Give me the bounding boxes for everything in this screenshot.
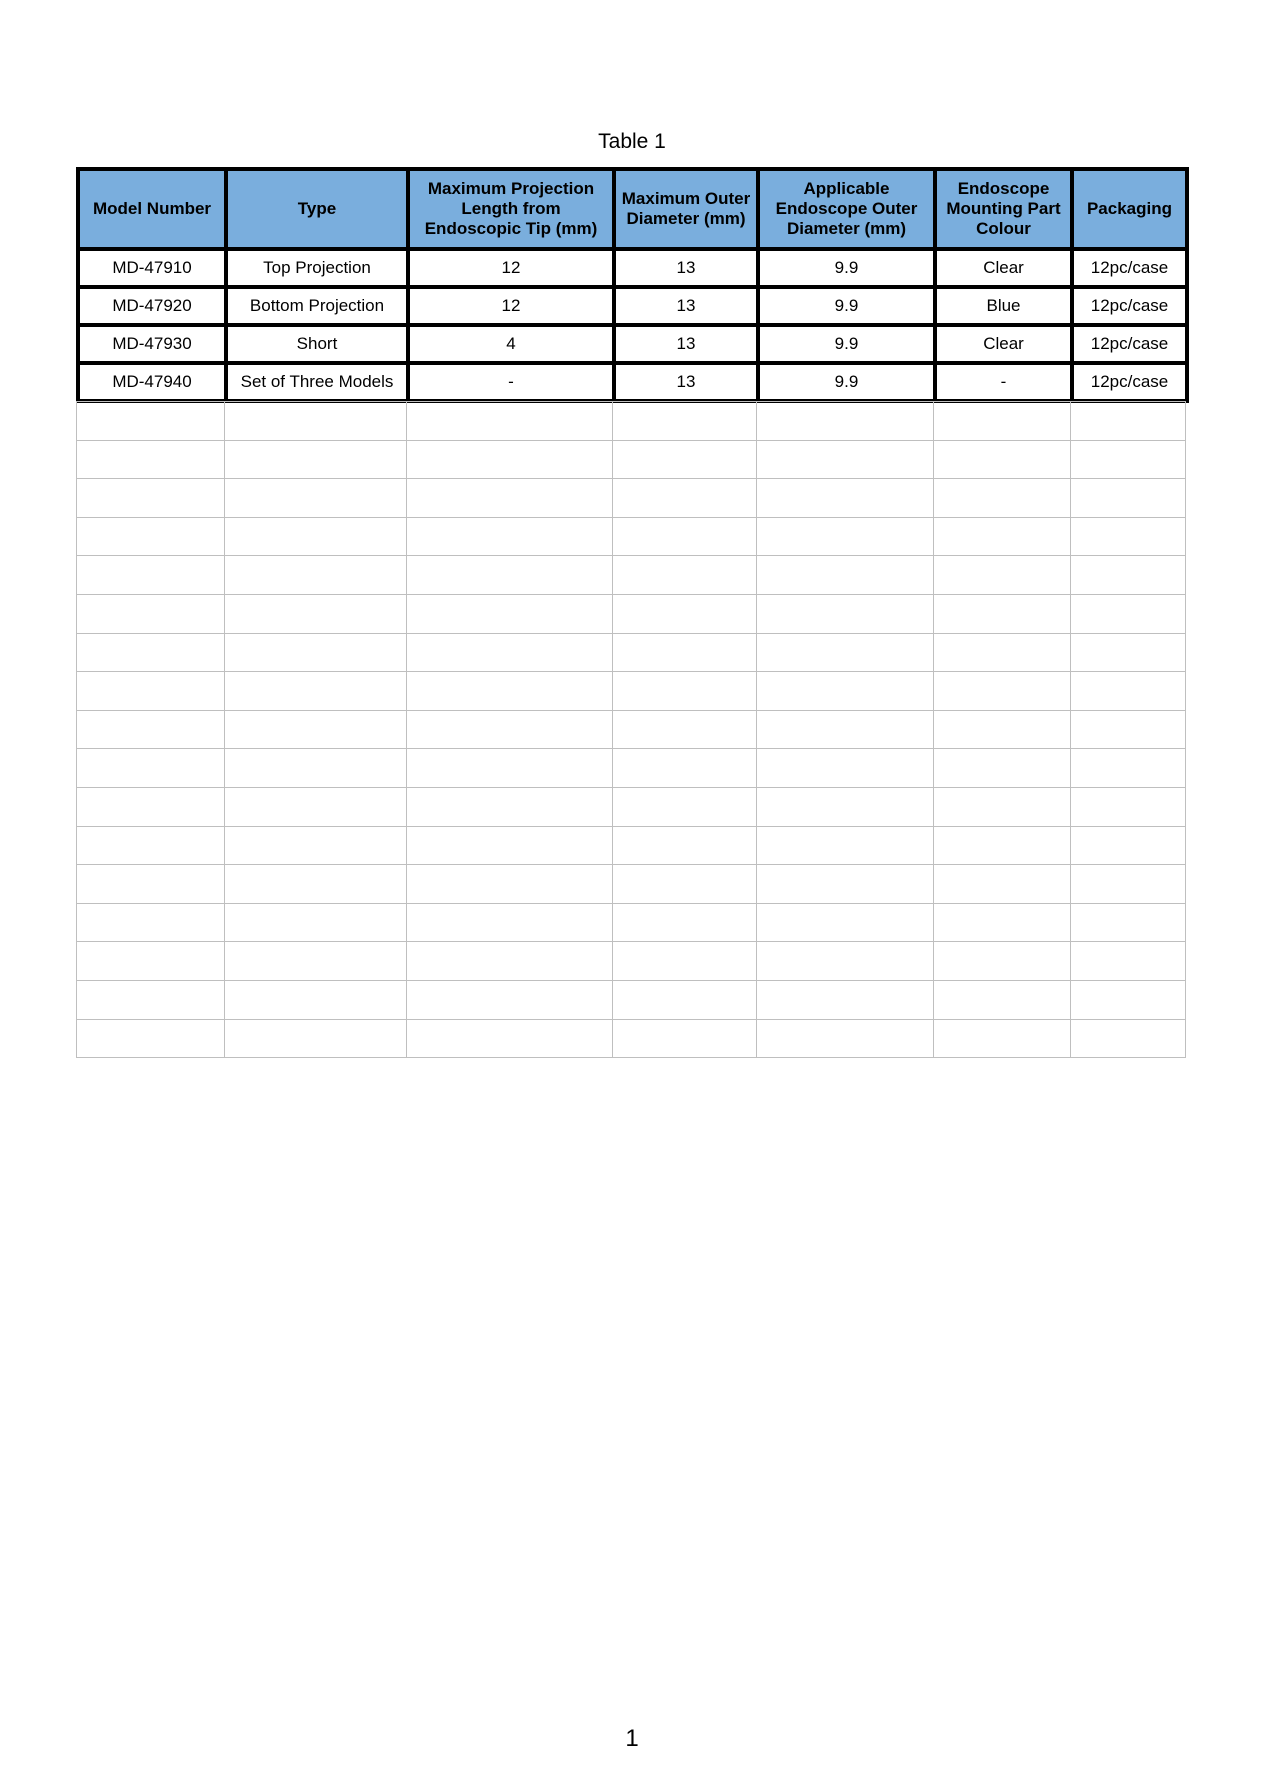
- empty-cell: [407, 710, 613, 749]
- empty-cell: [934, 865, 1071, 904]
- empty-cell: [407, 440, 613, 479]
- header-model-number: Model Number: [78, 169, 226, 249]
- empty-cell: [934, 749, 1071, 788]
- empty-cell: [407, 1019, 613, 1058]
- table-row: [78, 363, 1187, 401]
- empty-cell: [613, 903, 757, 942]
- empty-cell: [407, 672, 613, 711]
- empty-cell: [757, 710, 934, 749]
- empty-cell: [407, 594, 613, 633]
- empty-cell: [225, 633, 407, 672]
- cell-applicable-endoscope-diameter: 9.9: [758, 363, 935, 401]
- empty-cell: [225, 672, 407, 711]
- empty-cell: [77, 672, 225, 711]
- empty-cell: [757, 826, 934, 865]
- cell-model-number: MD-47930: [78, 325, 226, 363]
- empty-cell: [77, 710, 225, 749]
- empty-cell: [934, 402, 1071, 441]
- empty-cell: [757, 865, 934, 904]
- empty-cell: [225, 749, 407, 788]
- empty-cell: [407, 942, 613, 981]
- empty-cell: [757, 749, 934, 788]
- empty-cell: [757, 479, 934, 518]
- empty-cell: [934, 633, 1071, 672]
- empty-cell: [225, 556, 407, 595]
- empty-cell: [225, 517, 407, 556]
- table-title: Table 1: [598, 130, 666, 153]
- empty-cell: [77, 787, 225, 826]
- empty-cell: [1071, 749, 1186, 788]
- empty-cell: [407, 749, 613, 788]
- empty-row: [77, 942, 1186, 981]
- cell-packaging: 12pc/case: [1072, 325, 1187, 363]
- cell-max-outer-diameter: 13: [614, 325, 758, 363]
- empty-cell: [613, 556, 757, 595]
- cell-applicable-endoscope-diameter: 9.9: [758, 249, 935, 287]
- empty-cell: [934, 672, 1071, 711]
- empty-cell: [1071, 517, 1186, 556]
- empty-cell: [757, 1019, 934, 1058]
- header-max-outer-diameter: Maximum Outer Diameter (mm): [614, 169, 758, 249]
- empty-cell: [613, 942, 757, 981]
- empty-cell: [77, 980, 225, 1019]
- empty-cell: [757, 980, 934, 1019]
- empty-row: [77, 865, 1186, 904]
- empty-cell: [613, 980, 757, 1019]
- empty-cell: [757, 594, 934, 633]
- empty-row: [77, 556, 1186, 595]
- empty-cell: [613, 440, 757, 479]
- empty-cell: [77, 826, 225, 865]
- empty-cell: [757, 672, 934, 711]
- cell-applicable-endoscope-diameter: 9.9: [758, 287, 935, 325]
- empty-cell: [77, 440, 225, 479]
- empty-cell: [407, 826, 613, 865]
- empty-row: [77, 672, 1186, 711]
- empty-cell: [934, 942, 1071, 981]
- empty-cell: [1071, 787, 1186, 826]
- empty-cell: [77, 942, 225, 981]
- header-row: [78, 169, 1187, 249]
- empty-cell: [407, 402, 613, 441]
- empty-cell: [225, 710, 407, 749]
- empty-cell: [613, 865, 757, 904]
- cell-model-number: MD-47940: [78, 363, 226, 401]
- empty-cell: [225, 942, 407, 981]
- cell-type: Set of Three Models: [226, 363, 408, 401]
- empty-cell: [225, 980, 407, 1019]
- empty-cell: [757, 633, 934, 672]
- empty-cell: [757, 556, 934, 595]
- cell-type: Short: [226, 325, 408, 363]
- empty-cell: [613, 402, 757, 441]
- empty-cell: [77, 749, 225, 788]
- empty-cell: [407, 980, 613, 1019]
- empty-cell: [225, 440, 407, 479]
- empty-cell: [225, 865, 407, 904]
- empty-cell: [934, 556, 1071, 595]
- table-row: [78, 249, 1187, 287]
- empty-cell: [1071, 710, 1186, 749]
- empty-cell: [757, 440, 934, 479]
- empty-cell: [934, 980, 1071, 1019]
- empty-cell: [77, 479, 225, 518]
- empty-cell: [1071, 980, 1186, 1019]
- empty-cell: [1071, 633, 1186, 672]
- empty-cell: [934, 787, 1071, 826]
- empty-row: [77, 594, 1186, 633]
- empty-cell: [1071, 865, 1186, 904]
- header-mounting-part-colour: Endoscope Mounting Part Colour: [935, 169, 1072, 249]
- empty-cell: [613, 749, 757, 788]
- spreadsheet-grid: [76, 167, 1185, 1058]
- empty-row: [77, 826, 1186, 865]
- cell-packaging: 12pc/case: [1072, 249, 1187, 287]
- empty-cell: [934, 440, 1071, 479]
- cell-max-projection-length: 12: [408, 249, 614, 287]
- cell-applicable-endoscope-diameter: 9.9: [758, 325, 935, 363]
- empty-cell: [757, 903, 934, 942]
- empty-cell: [1071, 594, 1186, 633]
- product-table: [76, 167, 1189, 403]
- empty-cell: [77, 865, 225, 904]
- page-number: 1: [625, 1725, 639, 1752]
- empty-cell: [613, 633, 757, 672]
- empty-cell: [407, 517, 613, 556]
- empty-cell: [757, 517, 934, 556]
- empty-cell: [225, 787, 407, 826]
- cell-model-number: MD-47920: [78, 287, 226, 325]
- cell-type: Bottom Projection: [226, 287, 408, 325]
- cell-mounting-part-colour: -: [935, 363, 1072, 401]
- empty-row: [77, 402, 1186, 441]
- empty-cell: [225, 402, 407, 441]
- empty-row: [77, 980, 1186, 1019]
- empty-cell: [225, 594, 407, 633]
- empty-cell: [225, 1019, 407, 1058]
- table-row: [78, 287, 1187, 325]
- empty-cell: [757, 942, 934, 981]
- empty-cell: [77, 594, 225, 633]
- empty-cell: [77, 402, 225, 441]
- empty-cell: [1071, 479, 1186, 518]
- empty-row: [77, 479, 1186, 518]
- empty-cell: [1071, 1019, 1186, 1058]
- empty-cell: [934, 1019, 1071, 1058]
- cell-max-outer-diameter: 13: [614, 249, 758, 287]
- empty-row: [77, 903, 1186, 942]
- empty-row: [77, 1019, 1186, 1058]
- empty-cell: [613, 787, 757, 826]
- empty-cell: [1071, 903, 1186, 942]
- empty-row: [77, 517, 1186, 556]
- empty-cell: [934, 517, 1071, 556]
- empty-cell: [613, 1019, 757, 1058]
- empty-cell: [1071, 942, 1186, 981]
- empty-cell: [934, 826, 1071, 865]
- empty-cell: [77, 903, 225, 942]
- empty-row: [77, 787, 1186, 826]
- cell-packaging: 12pc/case: [1072, 363, 1187, 401]
- cell-max-outer-diameter: 13: [614, 287, 758, 325]
- cell-type: Top Projection: [226, 249, 408, 287]
- empty-row: [77, 633, 1186, 672]
- empty-cell: [934, 479, 1071, 518]
- empty-cell: [934, 710, 1071, 749]
- empty-cell: [77, 1019, 225, 1058]
- header-applicable-endoscope-diameter: Applicable Endoscope Outer Diameter (mm): [758, 169, 935, 249]
- empty-cell: [613, 826, 757, 865]
- empty-cell: [407, 903, 613, 942]
- cell-max-projection-length: 12: [408, 287, 614, 325]
- empty-cell: [77, 517, 225, 556]
- empty-cell: [757, 402, 934, 441]
- empty-cell: [407, 556, 613, 595]
- cell-model-number: MD-47910: [78, 249, 226, 287]
- empty-cell: [613, 672, 757, 711]
- empty-cell: [1071, 556, 1186, 595]
- header-type: Type: [226, 169, 408, 249]
- empty-cell: [613, 710, 757, 749]
- cell-mounting-part-colour: Clear: [935, 249, 1072, 287]
- empty-cell: [1071, 402, 1186, 441]
- empty-cell: [1071, 826, 1186, 865]
- empty-cell: [225, 826, 407, 865]
- header-packaging: Packaging: [1072, 169, 1187, 249]
- cell-mounting-part-colour: Blue: [935, 287, 1072, 325]
- empty-cell: [934, 903, 1071, 942]
- table-row: [78, 325, 1187, 363]
- cell-packaging: 12pc/case: [1072, 287, 1187, 325]
- cell-max-outer-diameter: 13: [614, 363, 758, 401]
- empty-cell: [757, 787, 934, 826]
- cell-max-projection-length: 4: [408, 325, 614, 363]
- empty-cell: [613, 594, 757, 633]
- empty-cell: [1071, 672, 1186, 711]
- empty-row: [77, 440, 1186, 479]
- cell-max-projection-length: -: [408, 363, 614, 401]
- empty-grid: [76, 401, 1186, 1058]
- empty-cell: [407, 633, 613, 672]
- empty-cell: [407, 787, 613, 826]
- empty-cell: [613, 479, 757, 518]
- empty-row: [77, 749, 1186, 788]
- empty-row: [77, 710, 1186, 749]
- header-max-projection-length: Maximum Projection Length from Endoscopic Tip (mm): [408, 169, 614, 249]
- cell-mounting-part-colour: Clear: [935, 325, 1072, 363]
- empty-cell: [77, 633, 225, 672]
- empty-cell: [1071, 440, 1186, 479]
- empty-cell: [225, 903, 407, 942]
- empty-cell: [613, 517, 757, 556]
- empty-cell: [77, 556, 225, 595]
- empty-cell: [407, 865, 613, 904]
- empty-cell: [407, 479, 613, 518]
- empty-cell: [225, 479, 407, 518]
- empty-cell: [934, 594, 1071, 633]
